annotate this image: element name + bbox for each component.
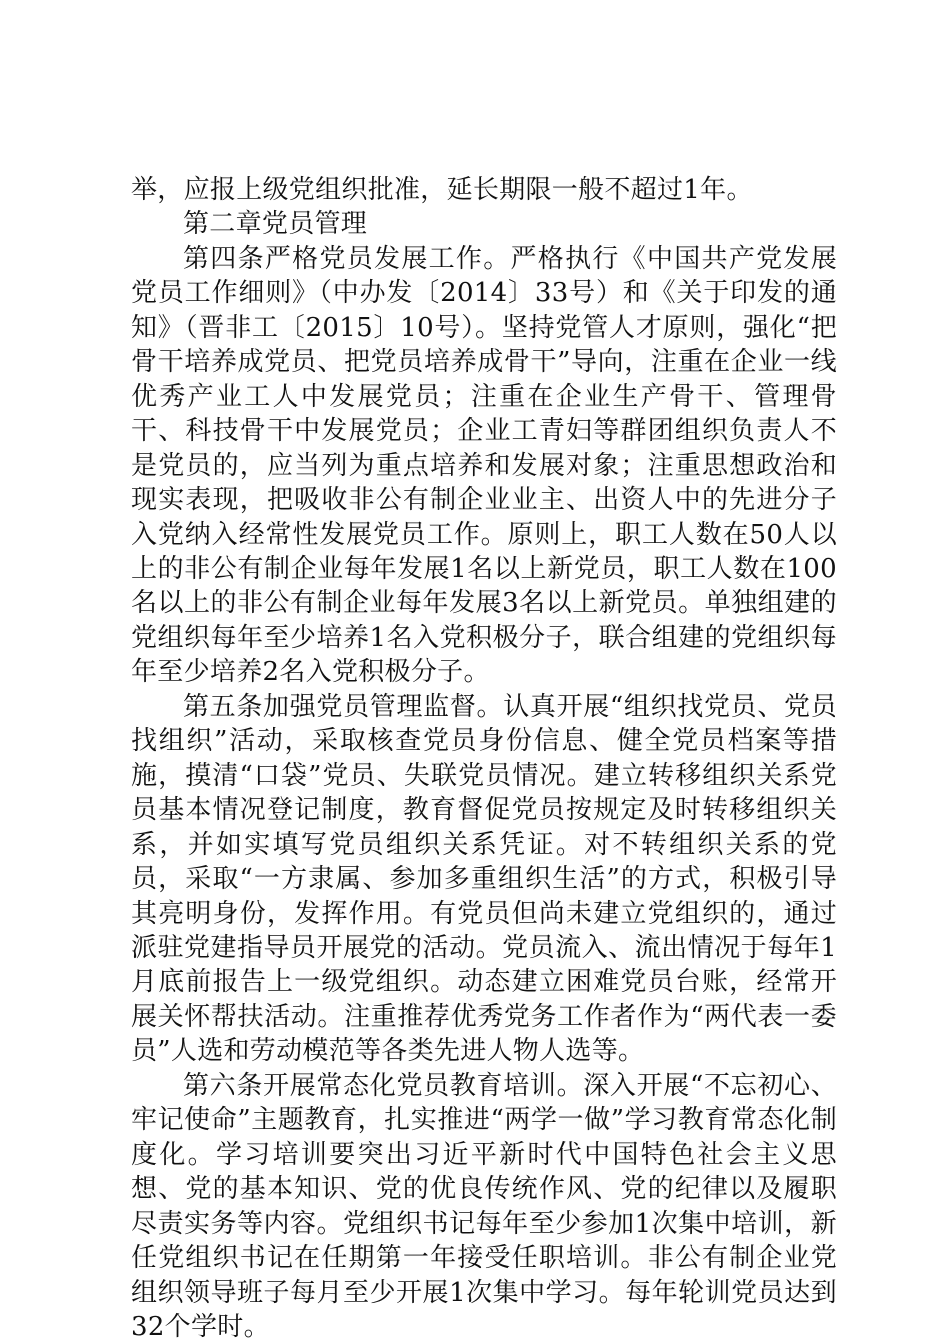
paragraph-continuation: 举，应报上级党组织批准，延长期限一般不超过1年。 [131,175,753,205]
article-6-paragraph: 第六条开展常态化党员教育培训。深入开展“不忘初心、牢记使命”主题教育，扎实推进“两学一做”学习教育常态化制度化。学习培训要突出习近平新时代中国特色社会主义思想、党的基本知识、党的优良传统作风、党的纪律以及履职尽责实务等内容。党组织书记每年至少参加1次集中培训，新任党组织书记在任期第一年接受任职培训。非公有制企业党组织领导班子每月至少开展1次集中学习。每年轮训党员达到32个学时。 [131,1070,837,1342]
document-body [131,173,837,1344]
article-4-paragraph: 第四条严格党员发展工作。严格执行《中国共产党发展党员工作细则》（中办发〔2014〕33号）和《关于印发的通知》（晋非工〔2015〕10号）。坚持党管人才原则，强化“把骨干培养成党员、把党员培养成骨干”导向，注重在企业一线优秀产业工人中发展党员；注重在企业生产骨干、管理骨干、科技骨干中发展党员；企业工青妇等群团组织负责人不是党员的，应当列为重点培养和发展对象；注重思想政治和现实表现，把吸收非公有制企业业主、出资人中的先进分子入党纳入经常性发展党员工作。原则上，职工人数在50人以上的非公有制企业每年发展1名以上新党员，职工人数在100名以上的非公有制企业每年发展3名以上新党员。单独组建的党组织每年至少培养1名入党积极分子，联合组建的党组织每年至少培养2名入党积极分子。 [131,243,837,688]
article-5-paragraph: 第五条加强党员管理监督。认真开展“组织找党员、党员找组织”活动，采取核查党员身份信息、健全党员档案等措施，摸清“口袋”党员、失联党员情况。建立转移组织关系党员基本情况登记制度，教育督促党员按规定及时转移组织关系，并如实填写党员组织关系凭证。对不转组织关系的党员，采取“一方隶属、参加多重组织生活”的方式，积极引导其亮明身份，发挥作用。有党员但尚未建立党组织的，通过派驻党建指导员开展党的活动。党员流入、流出情况于每年1月底前报告上一级党组织。动态建立困难党员台账，经常开展关怀帮扶活动。注重推荐优秀党务工作者作为“两代表一委员”人选和劳动模范等各类先进人物人选等。 [131,691,837,1067]
chapter-heading: 第二章党员管理 [183,209,368,240]
